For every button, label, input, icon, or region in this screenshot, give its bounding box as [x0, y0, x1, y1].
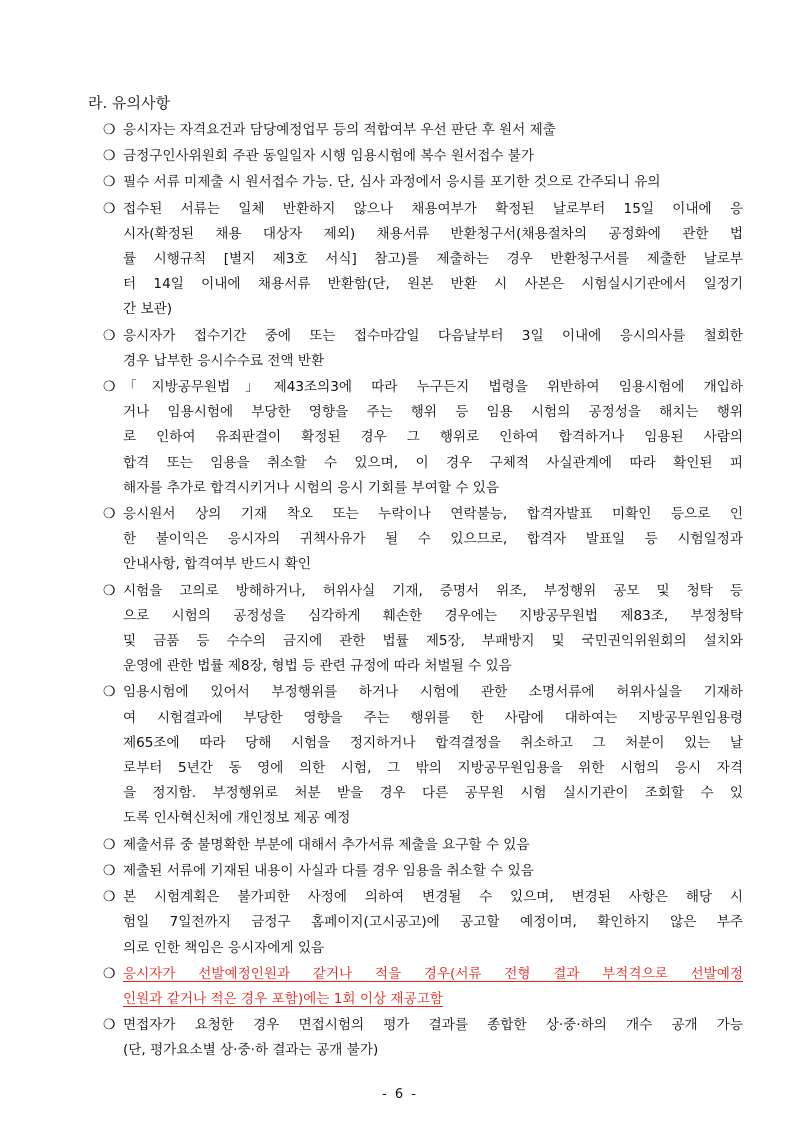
list-item [103, 502, 743, 578]
text-line: 시험을 고의로 방해하거나, 허위사실 기재, 증명서 위조, 부정행위 공모 및 청탁 등 [123, 582, 743, 599]
circle-bullet-icon: ❍ [103, 122, 116, 138]
text-line: 필수 서류 미제출 시 원서접수 가능. 단, 심사 과정에서 응시를 포기한 것으로 간주되니 유의 [123, 174, 661, 191]
text-line: 제출서류 중 불명확한 부분에 대해서 추가서류 제출을 요구할 수 있음 [123, 836, 530, 853]
list-item-text [123, 118, 743, 143]
list-item-text [123, 502, 743, 578]
list-item-text [123, 885, 743, 961]
circle-bullet-icon: ❍ [103, 965, 116, 982]
list-item-text [123, 197, 743, 323]
text-line: 험일 7일전까지 금정구 홈페이지(고시공고)에 공고할 예정이며, 확인하지 않은 부주 [123, 914, 743, 931]
circle-bullet-icon: ❍ [103, 684, 116, 701]
list-item [103, 324, 743, 374]
list-item [103, 579, 743, 680]
circle-bullet-icon: ❍ [103, 148, 116, 165]
section-heading: 라. 유의사항 [88, 94, 170, 112]
text-line: 응시자가 선발예정인원과 같거나 적을 경우(서류 전형 결과 부적격으로 선발예정 [123, 965, 743, 982]
list-item [103, 962, 743, 1012]
list-item [103, 680, 743, 831]
list-item [103, 170, 743, 195]
text-line: 면접자가 요청한 경우 면접시험의 평가 결과를 종합한 상·중·하의 개수 공개 가능 [123, 1017, 743, 1034]
text-line: 간 보관) [123, 301, 173, 318]
list-item-text [123, 579, 743, 680]
list-item [103, 197, 743, 323]
list-item-text [123, 170, 743, 195]
list-item [103, 144, 743, 169]
list-item-text [123, 962, 743, 1012]
text-line: 률 시행규칙 [별지 제3호 서식] 참고)를 제출하는 경우 반환청구서를 제출한 날로부 [123, 251, 743, 268]
text-line: 경우 납부한 응시수수료 전액 반환 [123, 352, 325, 369]
list-item [103, 833, 743, 858]
text-line: 제출된 서류에 기재된 내용이 사실과 다를 경우 임용을 취소할 수 있음 [123, 862, 534, 879]
text-line: 터 14일 이내에 채용서류 반환함(단, 원본 반환 시 사본은 시험실시기관에서 일정기 [123, 276, 743, 293]
circle-bullet-icon: ❍ [103, 862, 116, 879]
text-line: 및 금품 등 수수의 금지에 관한 법률 제5장, 부패방지 및 국민권익위원회의 설치와 [123, 633, 743, 650]
text-line: 한 불이익은 응시자의 귀책사유가 될 수 있으므로, 합격자 발표일 등 시험일정과 [123, 531, 743, 548]
circle-bullet-icon: ❍ [103, 327, 116, 344]
circle-bullet-icon: ❍ [103, 379, 116, 396]
list-item [103, 1013, 743, 1063]
circle-bullet-icon: ❍ [103, 174, 116, 191]
text-line: 응시원서 상의 기재 착오 또는 누락이나 연락불능, 합격자발표 미확인 등으로 인 [123, 506, 743, 523]
circle-bullet-icon: ❍ [103, 889, 116, 906]
circle-bullet-icon: ❍ [103, 506, 116, 523]
list-item-text [123, 324, 743, 374]
text-line: 안내사항, 합격여부 반드시 확인 [123, 556, 311, 573]
list-item-text [123, 833, 743, 858]
list-item-text [123, 1013, 743, 1063]
circle-bullet-icon: ❍ [103, 836, 116, 853]
text-line: 본 시험계획은 불가피한 사정에 의하여 변경될 수 있으며, 변경된 사항은 해당 시 [123, 889, 743, 906]
text-line: 합격 또는 임용을 취소할 수 있으며, 이 경우 구체적 사실관계에 따라 확인된 피 [123, 454, 743, 471]
text-line: 금정구인사위원회 주관 동일일자 시행 임용시험에 복수 원서접수 불가 [123, 148, 535, 165]
circle-bullet-icon: ❍ [103, 582, 116, 599]
text-line: 응시자가 접수기간 중에 또는 접수마감일 다음날부터 3일 이내에 응시의사를 철회한 [123, 327, 743, 344]
text-line: 로 인하여 유죄판결이 확정된 경우 그 행위로 인하여 합격하거나 임용된 사람의 [123, 429, 743, 446]
text-line: 으로 시험의 공정성을 심각하게 훼손한 경우에는 지방공무원법 제83조, 부정청탁 [123, 607, 743, 624]
text-line: 응시자는 자격요건과 담당예정업무 등의 적합여부 우선 판단 후 원서 제출 [123, 122, 556, 138]
list-item [103, 375, 743, 501]
page-number: - 6 - [382, 1087, 418, 1102]
text-line: 임용시험에 있어서 부정행위를 하거나 시험에 관한 소명서류에 허위사실을 기재하 [123, 684, 743, 701]
circle-bullet-icon: ❍ [103, 200, 116, 217]
text-line: 「지방공무원법」제43조의3에 따라 누구든지 법령을 위반하여 임용시험에 개입하 [123, 379, 743, 396]
text-line: 접수된 서류는 일체 반환하지 않으나 채용여부가 확정된 날로부터 15일 이내에 응 [123, 200, 743, 217]
list-item-text [123, 859, 743, 884]
list-item [103, 859, 743, 884]
text-line: 의로 인한 책임은 응시자에게 있음 [123, 939, 325, 956]
notice-list [103, 118, 743, 1065]
text-line: 인원과 같거나 적은 경우 포함)에는 1회 이상 재공고함 [123, 990, 443, 1007]
list-item-text [123, 680, 743, 831]
text-line: 운영에 관한 법률 제8장, 형법 등 관련 규정에 따라 처벌될 수 있음 [123, 658, 512, 675]
text-line: 시자(확정된 채용 대상자 제외) 채용서류 반환청구서(채용절차의 공정화에 관한 법 [123, 225, 743, 242]
circle-bullet-icon: ❍ [103, 1017, 116, 1034]
list-item [103, 885, 743, 961]
list-item-text [123, 375, 743, 501]
list-item-text [123, 144, 743, 169]
text-line: 도록 인사혁신처에 개인정보 제공 예정 [123, 810, 351, 827]
text-line: 로부터 5년간 동 영에 의한 시험, 그 밖의 지방공무원임용을 위한 시험의 응시 자격 [123, 760, 743, 777]
text-line: 제65조에 따라 당해 시험을 정지하거나 합격결정을 취소하고 그 처분이 있는 날 [123, 734, 743, 751]
text-line: (단, 평가요소별 상·중·하 결과는 공개 불가) [123, 1042, 379, 1059]
text-line: 거나 임용시험에 부당한 영향을 주는 행위 등 임용 시험의 공정성을 해치는 행위 [123, 404, 743, 421]
text-line: 여 시험결과에 부당한 영향을 주는 행위를 한 사람에 대하여는 지방공무원임용령 [123, 709, 743, 726]
text-line: 해자를 추가로 합격시키거나 시험의 응시 기회를 부여할 수 있음 [123, 479, 499, 496]
text-line: 을 정지함. 부정행위로 처분 받을 경우 다른 공무원 시험 실시기관이 조회할 수 있 [123, 785, 743, 802]
list-item [103, 118, 743, 143]
